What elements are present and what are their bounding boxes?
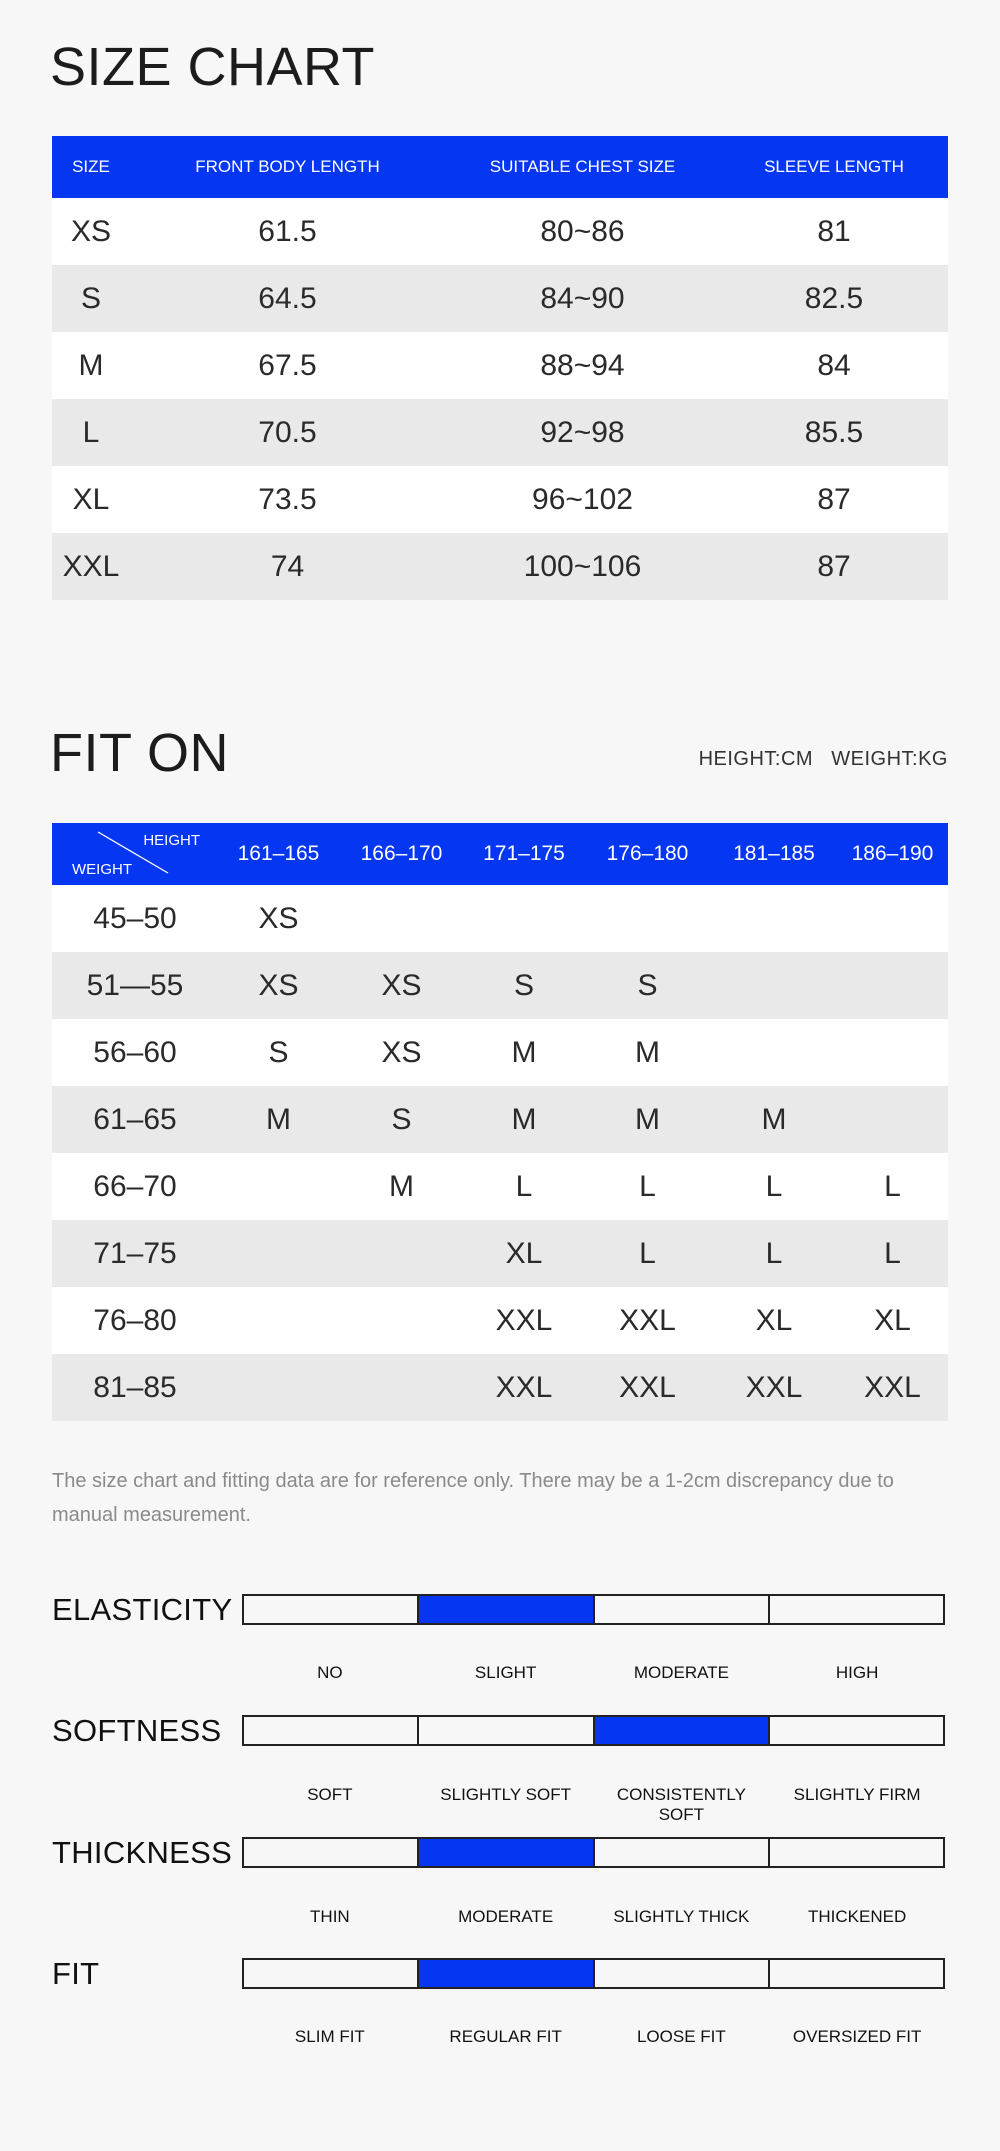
fit-scale: [242, 1958, 945, 1989]
sleeve-length-cell: 87: [720, 533, 948, 600]
fit-size-cell: L: [837, 1220, 948, 1287]
scale-option: SOFT: [307, 1785, 353, 1804]
scale-option: MODERATE: [458, 1907, 554, 1926]
scale-option: SLIGHT: [474, 1663, 537, 1682]
weight-cell: 66–70: [52, 1153, 218, 1220]
scale-segment: [770, 1960, 943, 1987]
fit-size-cell: S: [218, 1019, 339, 1086]
scale-option: SLIGHTLY FIRM: [793, 1785, 921, 1804]
height-weight-corner: [52, 823, 218, 885]
fit-size-cell: M: [464, 1019, 584, 1086]
table-row: [52, 885, 948, 952]
corner-weight-label: WEIGHT: [72, 861, 132, 878]
fit-size-cell: [218, 1153, 339, 1220]
header-suitable-chest-size: SUITABLE CHEST SIZE: [445, 136, 720, 198]
scale-segment: [595, 1717, 770, 1744]
scale-segment: [419, 1596, 594, 1623]
scale-segment: [595, 1960, 770, 1987]
fit-size-cell: [339, 1354, 464, 1421]
front-body-length-cell: 74: [130, 533, 445, 600]
table-row: [52, 1287, 948, 1354]
fit-size-cell: XXL: [584, 1287, 711, 1354]
fit-size-cell: M: [711, 1086, 837, 1153]
height-header: 176–180: [584, 823, 711, 885]
fit-size-cell: XXL: [837, 1354, 948, 1421]
fit-size-cell: L: [711, 1153, 837, 1220]
scale-option: NO: [317, 1663, 343, 1682]
thickness-scale: [242, 1837, 945, 1868]
fit-size-cell: [837, 1086, 948, 1153]
chest-size-cell: 92~98: [445, 399, 720, 466]
weight-cell: 71–75: [52, 1220, 218, 1287]
fit-on-table: [52, 823, 948, 1421]
weight-cell: 45–50: [52, 885, 218, 952]
fit-size-cell: S: [339, 1086, 464, 1153]
scale-option: SLIGHTLY SOFT: [440, 1785, 571, 1804]
fit-size-cell: M: [464, 1086, 584, 1153]
elasticity-label: ELASTICITY: [52, 1592, 233, 1627]
scale-segment: [770, 1596, 943, 1623]
fit-size-cell: [837, 885, 948, 952]
corner-height-label: HEIGHT: [143, 832, 200, 849]
weight-cell: 61–65: [52, 1086, 218, 1153]
scale-segment: [595, 1596, 770, 1623]
fit-size-cell: XL: [837, 1287, 948, 1354]
disclaimer-note: The size chart and fitting data are for reference only. There may be a 1-2cm discrepancy due to manual measurement.: [52, 1470, 894, 1526]
size-cell: XXL: [52, 533, 130, 600]
units-note: HEIGHT:CM WEIGHT:KG: [698, 748, 948, 770]
scale-segment: [244, 1596, 419, 1623]
fit-size-cell: [339, 885, 464, 952]
sleeve-length-cell: 85.5: [720, 399, 948, 466]
size-cell: XS: [52, 198, 130, 265]
front-body-length-cell: 73.5: [130, 466, 445, 533]
size-chart-table: [52, 136, 948, 600]
scale-segment: [244, 1839, 419, 1866]
scale-option: THICKENED: [808, 1907, 907, 1926]
scale-option: CONSISTENTLY SOFT: [616, 1785, 746, 1824]
scale-option: SLIGHTLY THICK: [613, 1907, 750, 1926]
fit-size-cell: XXL: [464, 1287, 584, 1354]
fit-size-cell: XS: [339, 952, 464, 1019]
sleeve-length-cell: 84: [720, 332, 948, 399]
size-cell: XL: [52, 466, 130, 533]
front-body-length-cell: 67.5: [130, 332, 445, 399]
fit-size-cell: L: [464, 1153, 584, 1220]
weight-cell: 81–85: [52, 1354, 218, 1421]
sleeve-length-cell: 87: [720, 466, 948, 533]
scale-segment: [419, 1960, 594, 1987]
elasticity-options: [242, 1663, 945, 1683]
fit-size-cell: XXL: [711, 1354, 837, 1421]
fit-size-cell: XL: [464, 1220, 584, 1287]
scale-option: MODERATE: [633, 1663, 729, 1682]
fit-size-cell: S: [464, 952, 584, 1019]
fit-size-cell: [837, 1019, 948, 1086]
fit-size-cell: L: [711, 1220, 837, 1287]
table-row: [52, 952, 948, 1019]
table-row: [52, 1354, 948, 1421]
size-chart-title: SIZE CHART: [50, 37, 376, 97]
table-row: [52, 265, 948, 332]
fit-size-cell: XS: [218, 952, 339, 1019]
height-header: 166–170: [339, 823, 464, 885]
scale-option: REGULAR FIT: [449, 2027, 562, 2046]
fit-size-cell: [711, 952, 837, 1019]
fit-size-cell: [464, 885, 584, 952]
table-row: [52, 466, 948, 533]
scale-option: OVERSIZED FIT: [792, 2027, 922, 2046]
table-row: [52, 1153, 948, 1220]
scale-option: SLIM FIT: [294, 2027, 365, 2046]
scale-segment: [770, 1839, 943, 1866]
table-row: [52, 399, 948, 466]
fit-size-cell: [711, 885, 837, 952]
fit-size-cell: [584, 885, 711, 952]
header-front-body-length: FRONT BODY LENGTH: [130, 136, 445, 198]
table-row: [52, 1086, 948, 1153]
height-header: 171–175: [464, 823, 584, 885]
fit-size-cell: L: [584, 1220, 711, 1287]
fit-size-cell: M: [218, 1086, 339, 1153]
fit-size-cell: XS: [339, 1019, 464, 1086]
softness-options: [242, 1785, 945, 1825]
fit-on-title: FIT ON: [50, 723, 230, 783]
fit-size-cell: [837, 952, 948, 1019]
fit-label: FIT: [52, 1956, 100, 1991]
fit-size-cell: XL: [711, 1287, 837, 1354]
front-body-length-cell: 64.5: [130, 265, 445, 332]
scale-segment: [419, 1717, 594, 1744]
fit-size-cell: [339, 1287, 464, 1354]
scale-segment: [419, 1839, 594, 1866]
fit-size-cell: M: [584, 1019, 711, 1086]
softness-scale: [242, 1715, 945, 1746]
weight-cell: 76–80: [52, 1287, 218, 1354]
softness-label: SOFTNESS: [52, 1713, 222, 1748]
fit-size-cell: [218, 1220, 339, 1287]
scale-option: LOOSE FIT: [636, 2027, 726, 2046]
weight-cell: 51—55: [52, 952, 218, 1019]
fit-size-cell: [218, 1354, 339, 1421]
size-cell: M: [52, 332, 130, 399]
size-cell: L: [52, 399, 130, 466]
fit-options: [242, 2027, 945, 2047]
fit-size-cell: L: [837, 1153, 948, 1220]
table-row: [52, 332, 948, 399]
fit-size-cell: [711, 1019, 837, 1086]
table-row: [52, 198, 948, 265]
table-row: [52, 1019, 948, 1086]
sleeve-length-cell: 81: [720, 198, 948, 265]
size-cell: S: [52, 265, 130, 332]
size-chart-header-row: [52, 136, 948, 198]
fit-size-cell: [218, 1287, 339, 1354]
fit-size-cell: L: [584, 1153, 711, 1220]
fit-size-cell: [339, 1220, 464, 1287]
front-body-length-cell: 70.5: [130, 399, 445, 466]
chest-size-cell: 84~90: [445, 265, 720, 332]
fit-size-cell: XXL: [584, 1354, 711, 1421]
chest-size-cell: 96~102: [445, 466, 720, 533]
thickness-label: THICKNESS: [52, 1835, 233, 1870]
table-row: [52, 1220, 948, 1287]
fit-size-cell: S: [584, 952, 711, 1019]
scale-segment: [770, 1717, 943, 1744]
scale-segment: [595, 1839, 770, 1866]
chest-size-cell: 80~86: [445, 198, 720, 265]
chest-size-cell: 100~106: [445, 533, 720, 600]
header-sleeve-length: SLEEVE LENGTH: [720, 136, 948, 198]
height-header: 181–185: [711, 823, 837, 885]
front-body-length-cell: 61.5: [130, 198, 445, 265]
fit-size-cell: XS: [218, 885, 339, 952]
fit-size-cell: M: [584, 1086, 711, 1153]
thickness-options: [242, 1907, 945, 1927]
sleeve-length-cell: 82.5: [720, 265, 948, 332]
scale-segment: [244, 1960, 419, 1987]
header-size: SIZE: [52, 136, 130, 198]
fit-size-cell: M: [339, 1153, 464, 1220]
scale-option: THIN: [310, 1907, 350, 1926]
elasticity-scale: [242, 1594, 945, 1625]
chest-size-cell: 88~94: [445, 332, 720, 399]
weight-cell: 56–60: [52, 1019, 218, 1086]
fit-on-header-row: [52, 823, 948, 885]
height-header: 161–165: [218, 823, 339, 885]
scale-segment: [244, 1717, 419, 1744]
table-row: [52, 533, 948, 600]
fit-size-cell: XXL: [464, 1354, 584, 1421]
height-header: 186–190: [837, 823, 948, 885]
scale-option: HIGH: [835, 1663, 879, 1682]
